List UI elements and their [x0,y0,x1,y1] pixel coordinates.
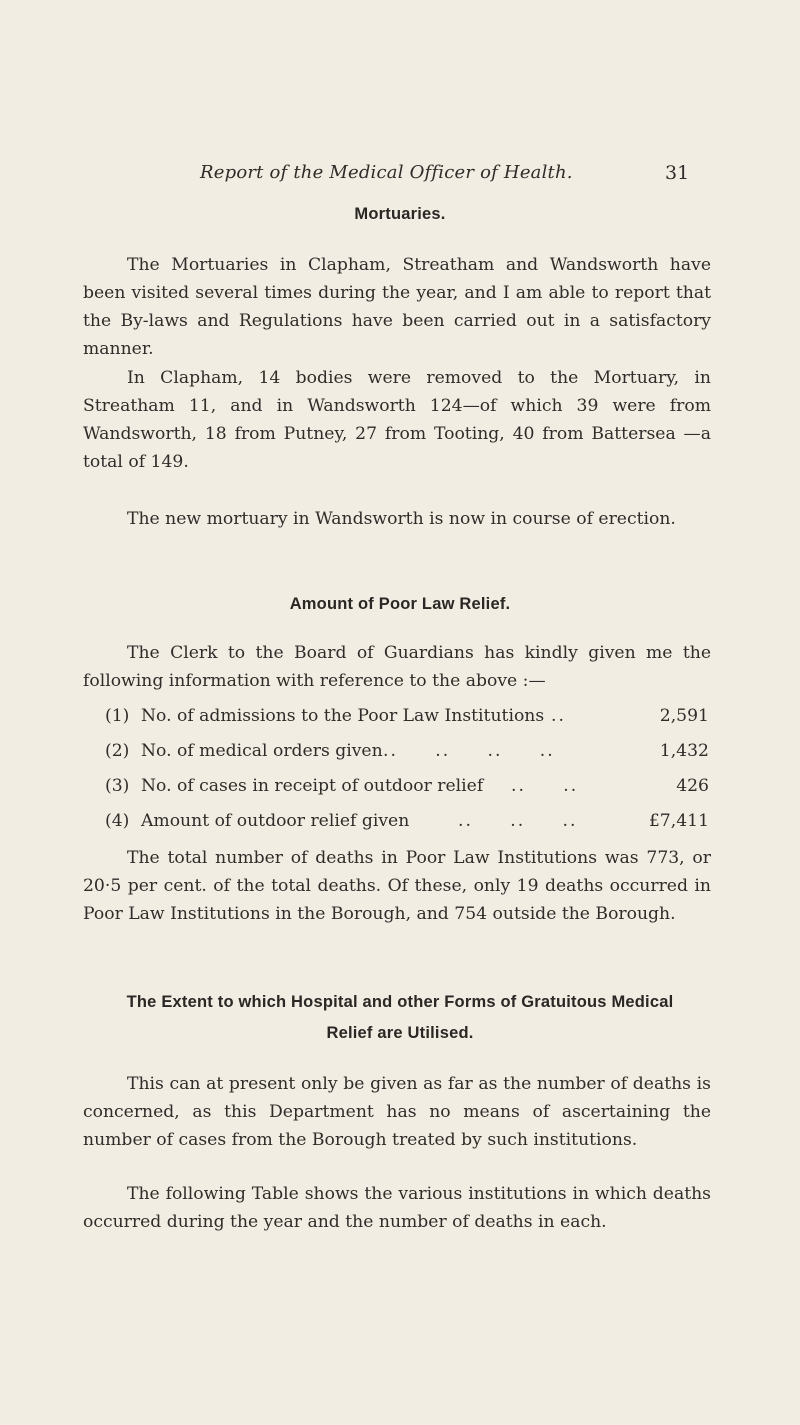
paragraph: The following Table shows the various institutions in which deaths occurred during the year and the number of deaths in each. [83,1184,711,1232]
section-heading-hospital-relief [0,993,800,1043]
running-title: Report of the Medical Officer of Health. [200,162,573,183]
list-item [83,737,713,765]
item-label: Amount of outdoor relief given [141,811,410,831]
page-number: 31 [665,162,690,184]
paragraph: The Mortuaries in Clapham, Streatham and Wandsworth have been visited several times during the year, and I am able to report that the By-laws and Regulations have been carried out in a satisfactory manner. [83,255,711,359]
list-item [83,807,713,835]
leader-dots: .. .. .. [458,811,578,831]
item-number: (2) [105,741,130,761]
item-label: No. of medical orders given [141,741,383,761]
item-value: 2,591 [659,706,709,726]
item-label: No. of admissions to the Poor Law Institutions [141,706,545,726]
paragraph: The Clerk to the Board of Guardians has kindly given me the following information with reference to the above :— [83,643,711,691]
item-value: 1,432 [659,741,709,761]
running-head [0,162,800,188]
item-label: No. of cases in receipt of outdoor relief [141,776,484,796]
list-item [83,772,713,800]
section-heading-poor-law-relief: Amount of Poor Law Relief. [289,595,511,613]
heading-line: The Extent to which Hospital and other Forms of Gratuitous Medical [126,993,674,1011]
item-number: (1) [105,706,130,726]
item-value: 426 [676,776,709,796]
paragraph: The new mortuary in Wandsworth is now in course of erection. [127,509,676,529]
paragraph: This can at present only be given as far as the number of deaths is concerned, as this Department has no means of ascertaining the number of cases from the Borough treated by such institutions. [83,1074,711,1150]
paragraph: The total number of deaths in Poor Law Institutions was 773, or 20·5 per cent. of the total deaths. Of these, only 19 deaths occurred in Poor Law Institutions in the Borough, and 754 outside the Borough. [83,848,711,924]
item-number: (3) [105,776,130,796]
list-item [83,702,713,730]
section-heading-mortuaries: Mortuaries. [354,205,446,223]
leader-dots: .. .. [511,776,579,796]
item-value: £7,411 [648,811,709,831]
item-number: (4) [105,811,130,831]
heading-line: Relief are Utilised. [326,1024,474,1042]
leader-dots: .. .. .. .. [383,741,555,761]
paragraph: In Clapham, 14 bodies were removed to the Mortuary, in Streatham 11, and in Wandsworth 124—of which 39 were from Wandsworth, 18 from Putney, 27 from Tooting, 40 from Battersea —a total of 149. [83,368,711,472]
leader-dots: .. [551,706,566,726]
